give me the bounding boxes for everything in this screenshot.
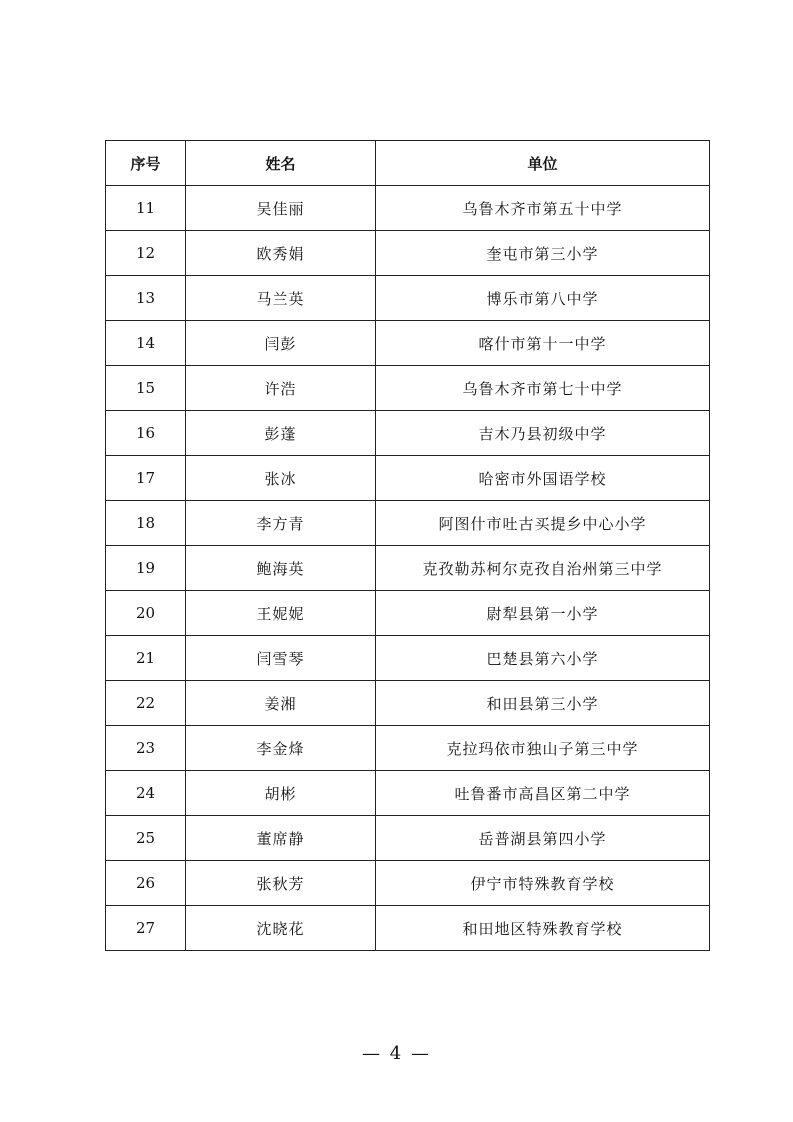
cell-unit: 伊宁市特殊教育学校 — [376, 861, 710, 906]
header-name: 姓名 — [186, 141, 376, 186]
cell-name: 沈晓花 — [186, 906, 376, 951]
cell-index: 20 — [106, 591, 186, 636]
roster-table — [105, 140, 710, 951]
table-row — [106, 681, 710, 726]
cell-unit: 和田地区特殊教育学校 — [376, 906, 710, 951]
cell-unit: 岳普湖县第四小学 — [376, 816, 710, 861]
cell-unit: 乌鲁木齐市第五十中学 — [376, 186, 710, 231]
cell-name: 姜湘 — [186, 681, 376, 726]
cell-index: 27 — [106, 906, 186, 951]
cell-name: 马兰英 — [186, 276, 376, 321]
cell-unit: 奎屯市第三小学 — [376, 231, 710, 276]
table-row — [106, 456, 710, 501]
cell-unit: 和田县第三小学 — [376, 681, 710, 726]
table-row — [106, 906, 710, 951]
header-index: 序号 — [106, 141, 186, 186]
table-row — [106, 501, 710, 546]
header-unit: 单位 — [376, 141, 710, 186]
table-row — [106, 231, 710, 276]
cell-name: 胡彬 — [186, 771, 376, 816]
cell-name: 闫彭 — [186, 321, 376, 366]
table-row — [106, 276, 710, 321]
table-row — [106, 861, 710, 906]
cell-index: 13 — [106, 276, 186, 321]
table-row — [106, 546, 710, 591]
cell-index: 15 — [106, 366, 186, 411]
table-row — [106, 411, 710, 456]
cell-index: 21 — [106, 636, 186, 681]
cell-name: 许浩 — [186, 366, 376, 411]
cell-name: 欧秀娟 — [186, 231, 376, 276]
cell-name: 鲍海英 — [186, 546, 376, 591]
cell-unit: 哈密市外国语学校 — [376, 456, 710, 501]
cell-index: 17 — [106, 456, 186, 501]
table-row — [106, 366, 710, 411]
cell-name: 闫雪琴 — [186, 636, 376, 681]
cell-unit: 博乐市第八中学 — [376, 276, 710, 321]
table-row — [106, 816, 710, 861]
cell-unit: 乌鲁木齐市第七十中学 — [376, 366, 710, 411]
cell-index: 18 — [106, 501, 186, 546]
cell-unit: 克拉玛依市独山子第三中学 — [376, 726, 710, 771]
cell-index: 12 — [106, 231, 186, 276]
cell-unit: 喀什市第十一中学 — [376, 321, 710, 366]
cell-index: 11 — [106, 186, 186, 231]
cell-unit: 吉木乃县初级中学 — [376, 411, 710, 456]
cell-unit: 阿图什市吐古买提乡中心小学 — [376, 501, 710, 546]
cell-index: 14 — [106, 321, 186, 366]
cell-unit: 克孜勒苏柯尔克孜自治州第三中学 — [376, 546, 710, 591]
table-row — [106, 591, 710, 636]
cell-name: 李金烽 — [186, 726, 376, 771]
cell-index: 26 — [106, 861, 186, 906]
cell-name: 吴佳丽 — [186, 186, 376, 231]
cell-name: 李方青 — [186, 501, 376, 546]
cell-unit: 吐鲁番市高昌区第二中学 — [376, 771, 710, 816]
cell-unit: 巴楚县第六小学 — [376, 636, 710, 681]
page-number: — 4 — — [362, 1043, 431, 1064]
cell-name: 张冰 — [186, 456, 376, 501]
table-header-row — [106, 141, 710, 186]
cell-name: 彭蓬 — [186, 411, 376, 456]
cell-index: 23 — [106, 726, 186, 771]
cell-index: 16 — [106, 411, 186, 456]
cell-index: 19 — [106, 546, 186, 591]
cell-index: 24 — [106, 771, 186, 816]
cell-name: 张秋芳 — [186, 861, 376, 906]
cell-name: 董席静 — [186, 816, 376, 861]
table-row — [106, 771, 710, 816]
table-row — [106, 726, 710, 771]
table-row — [106, 636, 710, 681]
table-row — [106, 186, 710, 231]
cell-name: 王妮妮 — [186, 591, 376, 636]
cell-unit: 尉犁县第一小学 — [376, 591, 710, 636]
table-row — [106, 321, 710, 366]
cell-index: 25 — [106, 816, 186, 861]
cell-index: 22 — [106, 681, 186, 726]
